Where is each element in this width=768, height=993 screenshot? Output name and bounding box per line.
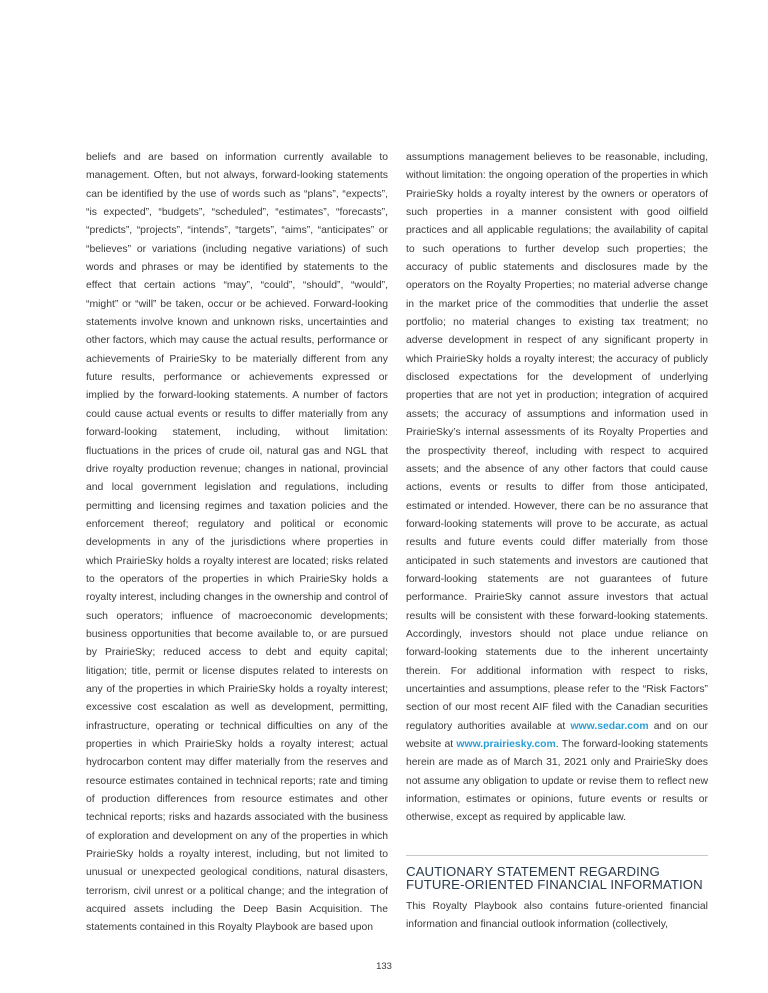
- section-paragraph: This Royalty Playbook also contains future-oriented financial information and financial outlook information (collectively,: [406, 900, 708, 930]
- right-paragraph-tail: . The forward-looking statements herein are made as of March 31, 2021 only and PrairieSky does not assume any obligation to update or revise them to reflect new information, estimates or opinions, future events or results or otherwise, except as required by applicable law.: [406, 739, 708, 824]
- right-paragraph-connector: and on our website at: [406, 720, 708, 750]
- page-number: 133: [376, 961, 392, 972]
- right-column-paragraph: [406, 149, 708, 828]
- right-column: [406, 149, 708, 934]
- right-paragraph-text: assumptions management believes to be reasonable, including, without limitation: the ongoing operation of the properties in which PrairieSky holds a royalty interest by the owners or operators of such properties in a manner consistent with good oilfield practices and all applicable regulations; the availability of capital to such operations to further develop such properties; the accuracy of public statements and disclosures made by the operators on the Royalty Properties; no material adverse change in the market price of the commodities that underlie the asset portfolio; no material changes to existing tax treatment; no adverse development in respect of any significant property in which PrairieSky holds a royalty interest; the accuracy of publicly disclosed expectations for the development of underlying properties that are not yet in production; integration of acquired assets; the accuracy of assumptions and information used in PrairieSky’s internal assessments of its Royalty Properties and the prospectivity thereof, including with respect to acquired assets; and the absence of any other factors that could cause actions, events or results to differ from those anticipated, estimated or intended. However, there can be no assurance that forward-looking statements will prove to be accurate, as actual results and future events could differ materially from those anticipated in such statements and investors are cautioned that forward-looking statements are not guarantees of future performance. PrairieSky cannot assure investors that actual results will be consistent with these forward-looking statements. Accordingly, investors should not place undue reliance on forward-looking statements due to the inherent uncertainty therein. For additional information with respect to risks, uncertainties and assumptions, please refer to the “Risk Factors” section of our most recent AIF filed with the Canadian securities regulatory authorities available at: [406, 152, 708, 732]
- sedar-link[interactable]: www.sedar.com: [570, 720, 649, 732]
- section-heading: CAUTIONARY STATEMENT REGARDING FUTURE-ORIENTED FINANCIAL INFORMATION: [406, 863, 703, 893]
- left-column-paragraph: beliefs and are based on information currently available to management. Often, but not always, forward-looking statements can be identified by the use of words such as “plans”, “expects”, “is expected”, “budgets”, “scheduled”, “estimates”, “forecasts”, “predicts”, “projects”, “intends”, “targets”, “aims”, “anticipates” or “believes” or variations (including negative variations) of such words and phrases or may be identified by statements to the effect that certain actions “may”, “could”, “should”, “would”, “might” or “will” be taken, occur or be achieved. Forward-looking statements involve known and unknown risks, uncertainties and other factors, which may cause the actual results, performance or achievements of PrairieSky to be materially different from any future results, performance or achievements expressed or implied by the forward-looking statements. A number of factors could cause actual events or results to differ materially from any forward-looking statement, including, without limitation: fluctuations in the prices of crude oil, natural gas and NGL that drive royalty production revenue; changes in national, provincial and local government legislation and regulations, including permitting and licensing regimes and taxation policies and the enforcement thereof; regulatory and political or economic developments in any of the jurisdictions where properties in which PrairieSky holds a royalty interest are located; risks related to the operators of the properties in which PrairieSky holds a royalty interest, including changes in the ownership and control of such operators; influence of macroeconomic developments; business opportunities that become available to, or are pursued by PrairieSky; reduced access to debt and equity capital; litigation; title, permit or license disputes related to interests on any of the properties in which PrairieSky holds a royalty interest; excessive cost escalation as well as development, permitting, infrastructure, operating or technical difficulties on any of the properties in which PrairieSky holds a royalty interest; actual hydrocarbon content may differ materially from the reserves and resource estimates contained in technical reports; rate and timing of production differences from resource estimates and other technical reports; risks and hazards associated with the business of exploration and development on any of the properties in which PrairieSky holds a royalty interest, including, but not limited to unusual or unexpected geological conditions, natural disasters, terrorism, civil unrest or a political change; and the integration of acquired assets including the Deep Basin Acquisition. The statements contained in this Royalty Playbook are based upon: [86, 152, 388, 934]
- section-divider: [406, 855, 708, 856]
- prairiesky-link[interactable]: www.prairiesky.com: [456, 739, 556, 750]
- left-column: [86, 149, 388, 938]
